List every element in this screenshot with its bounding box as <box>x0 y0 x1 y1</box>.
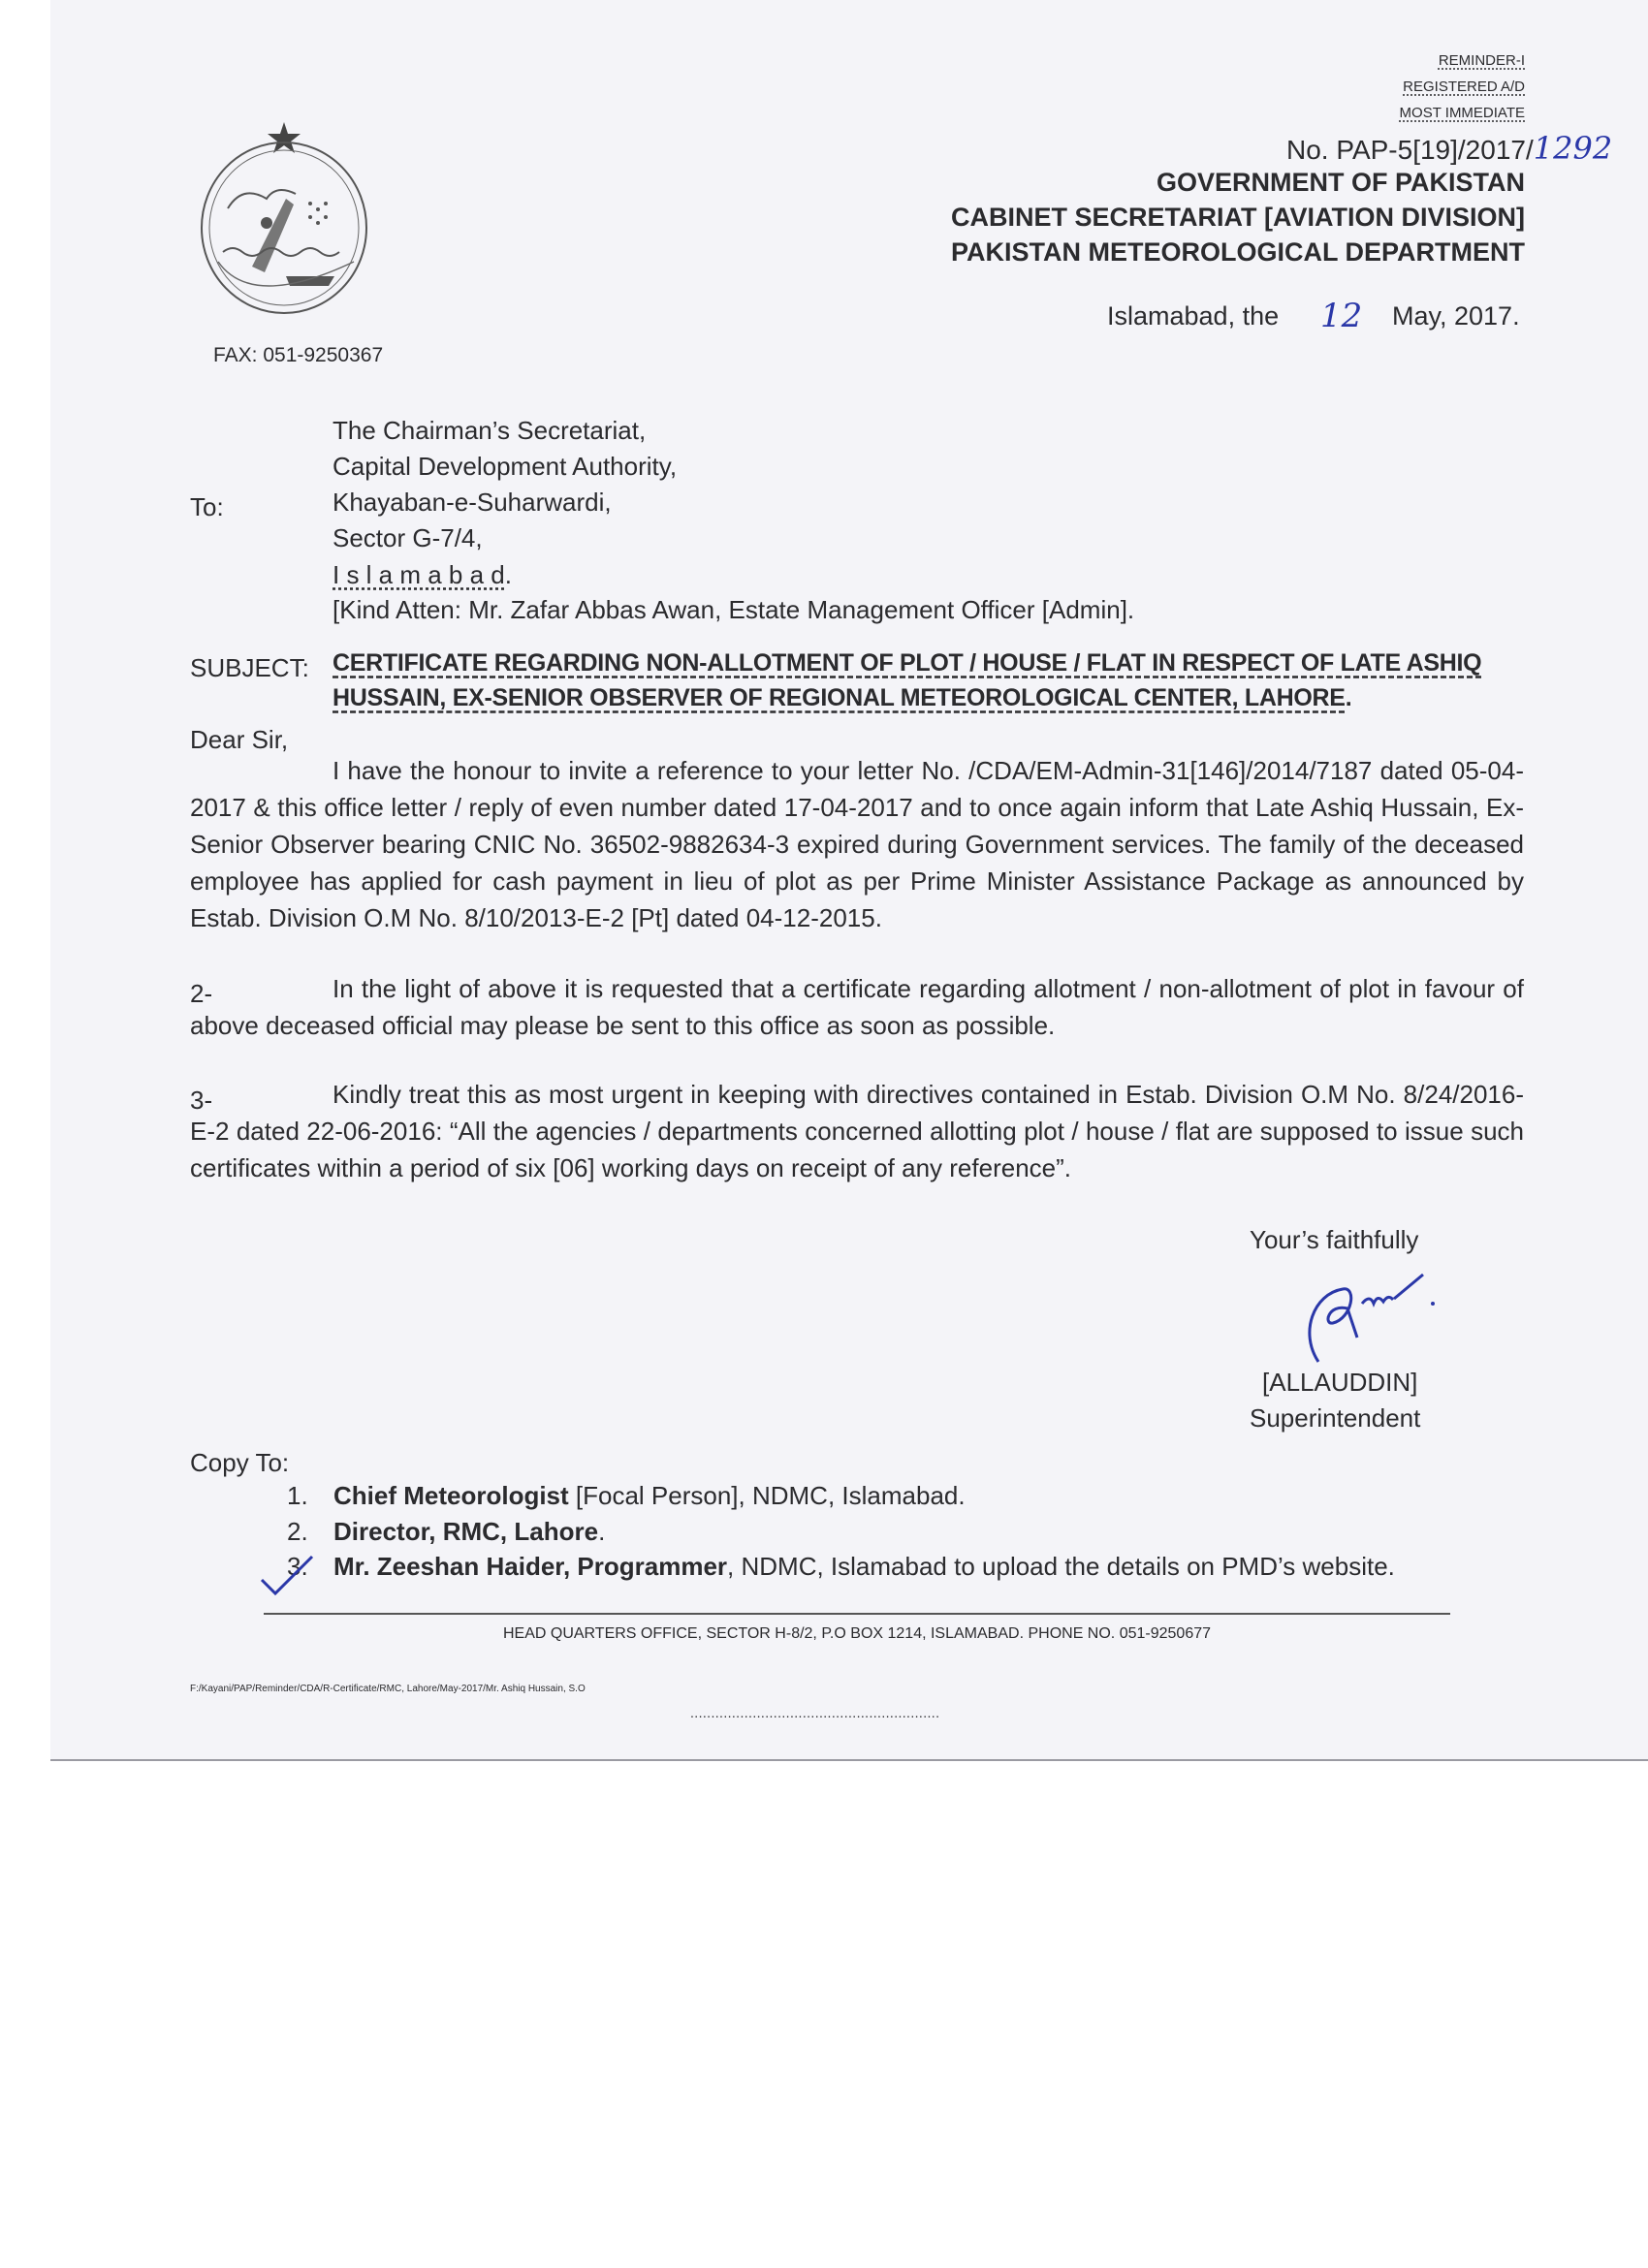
signatory-title: Superintendent <box>1250 1403 1421 1433</box>
copy-to-item-2: 2. Director, RMC, Lahore. <box>287 1517 606 1546</box>
address-line-3: Khayaban-e-Suharwardi, <box>333 488 612 517</box>
copy-to-item-3: 3. Mr. Zeeshan Haider, Programmer, NDMC, Islamabad to upload the details on PMD’s website. <box>287 1552 1395 1581</box>
handwritten-signature <box>1289 1265 1444 1381</box>
reference-number: No. PAP-5[19]/2017/1292 <box>1286 130 1613 167</box>
handwritten-ref-number: 1292 <box>1533 130 1613 167</box>
most-immediate-label: MOST IMMEDIATE <box>1399 105 1525 121</box>
subject-label: SUBJECT: <box>190 653 309 682</box>
registered-label: REGISTERED A/D <box>1403 79 1525 95</box>
address-line-1: The Chairman’s Secretariat, <box>333 416 647 445</box>
date-prefix: Islamabad, the <box>1107 301 1280 331</box>
paragraph-2: In the light of above it is requested that a certificate regarding allotment / non-allotment of plot in favour of above deceased official may please be sent to this office as soon as possible. <box>190 974 1524 1040</box>
paragraph-1: I have the honour to invite a reference to your letter No. /CDA/EM-Admin-31[146]/2014/7187 dated 05-04-2017 & this office letter / reply of even number dated 17-04-2017 and to once again inform that Late Ashiq Hussain, Ex-Senior Observer bearing CNIC No. 36502-9882634-3 expired during Government services. The family of the deceased employee has applied for cash payment in lieu of plot as per Prime Minister Assistance Package as announced by Estab. Division O.M No. 8/10/2013-E-2 [Pt] dated 04-12-2015. <box>190 756 1524 932</box>
copy-to-label: Copy To: <box>190 1448 290 1477</box>
copy-to-item-1: 1. Chief Meteorologist [Focal Person], NDMC, Islamabad. <box>287 1481 966 1510</box>
kind-attention-line: [Kind Atten: Mr. Zafar Abbas Awan, Estate Management Officer [Admin]. <box>333 595 1135 624</box>
footer-dotted-line: ............................................................ <box>690 1705 940 1720</box>
footer-address: HEAD QUARTERS OFFICE, SECTOR H-8/2, P.O BOX 1214, ISLAMABAD. PHONE NO. 051-9250677 <box>502 1625 1212 1642</box>
address-city: I s l a m a b a d. <box>333 560 512 589</box>
reminder-label: REMINDER-I <box>1438 52 1525 69</box>
file-path: F:/Kayani/PAP/Reminder/CDA/R-Certificate/RMC, Lahore/May-2017/Mr. Ashiq Hussain, S.O <box>190 1684 586 1694</box>
handwritten-date-day: 12 <box>1320 297 1363 335</box>
subject-line-2: HUSSAIN, EX-SENIOR OBSERVER OF REGIONAL METEOROLOGICAL CENTER, LAHORE. <box>333 684 1352 711</box>
address-line-2: Capital Development Authority, <box>333 452 678 481</box>
salutation: Dear Sir, <box>190 725 289 754</box>
footer-divider <box>264 1613 1450 1615</box>
cabinet-heading: CABINET SECRETARIAT [AVIATION DIVISION] <box>951 203 1525 232</box>
address-line-4: Sector G-7/4, <box>333 523 483 552</box>
fax-number: FAX: 051-9250367 <box>213 344 384 366</box>
paragraph-2-number: 2- <box>190 979 213 1008</box>
paragraph-3-number: 3- <box>190 1086 213 1115</box>
subject-line-1: CERTIFICATE REGARDING NON-ALLOTMENT OF PLOT / HOUSE / FLAT IN RESPECT OF LATE ASHIQ <box>333 649 1482 677</box>
date-suffix: May, 2017. <box>1392 301 1520 331</box>
gov-heading: GOVERNMENT OF PAKISTAN <box>1156 168 1525 197</box>
signatory-name: [ALLAUDDIN] <box>1262 1368 1418 1397</box>
to-label: To: <box>190 492 224 521</box>
pmd-emblem-logo <box>194 116 388 330</box>
paragraph-3: Kindly treat this as most urgent in keeping with directives contained in Estab. Division O.M No. 8/24/2016-E-2 dated 22-06-2016: “All the agencies / departments concerned allotting plot / house / flat are supposed to issue such certificates within a period of six [06] working days on receipt of any reference”. <box>190 1080 1524 1182</box>
closing-text: Your’s faithfully <box>1250 1225 1419 1254</box>
department-heading: PAKISTAN METEOROLOGICAL DEPARTMENT <box>951 237 1525 267</box>
